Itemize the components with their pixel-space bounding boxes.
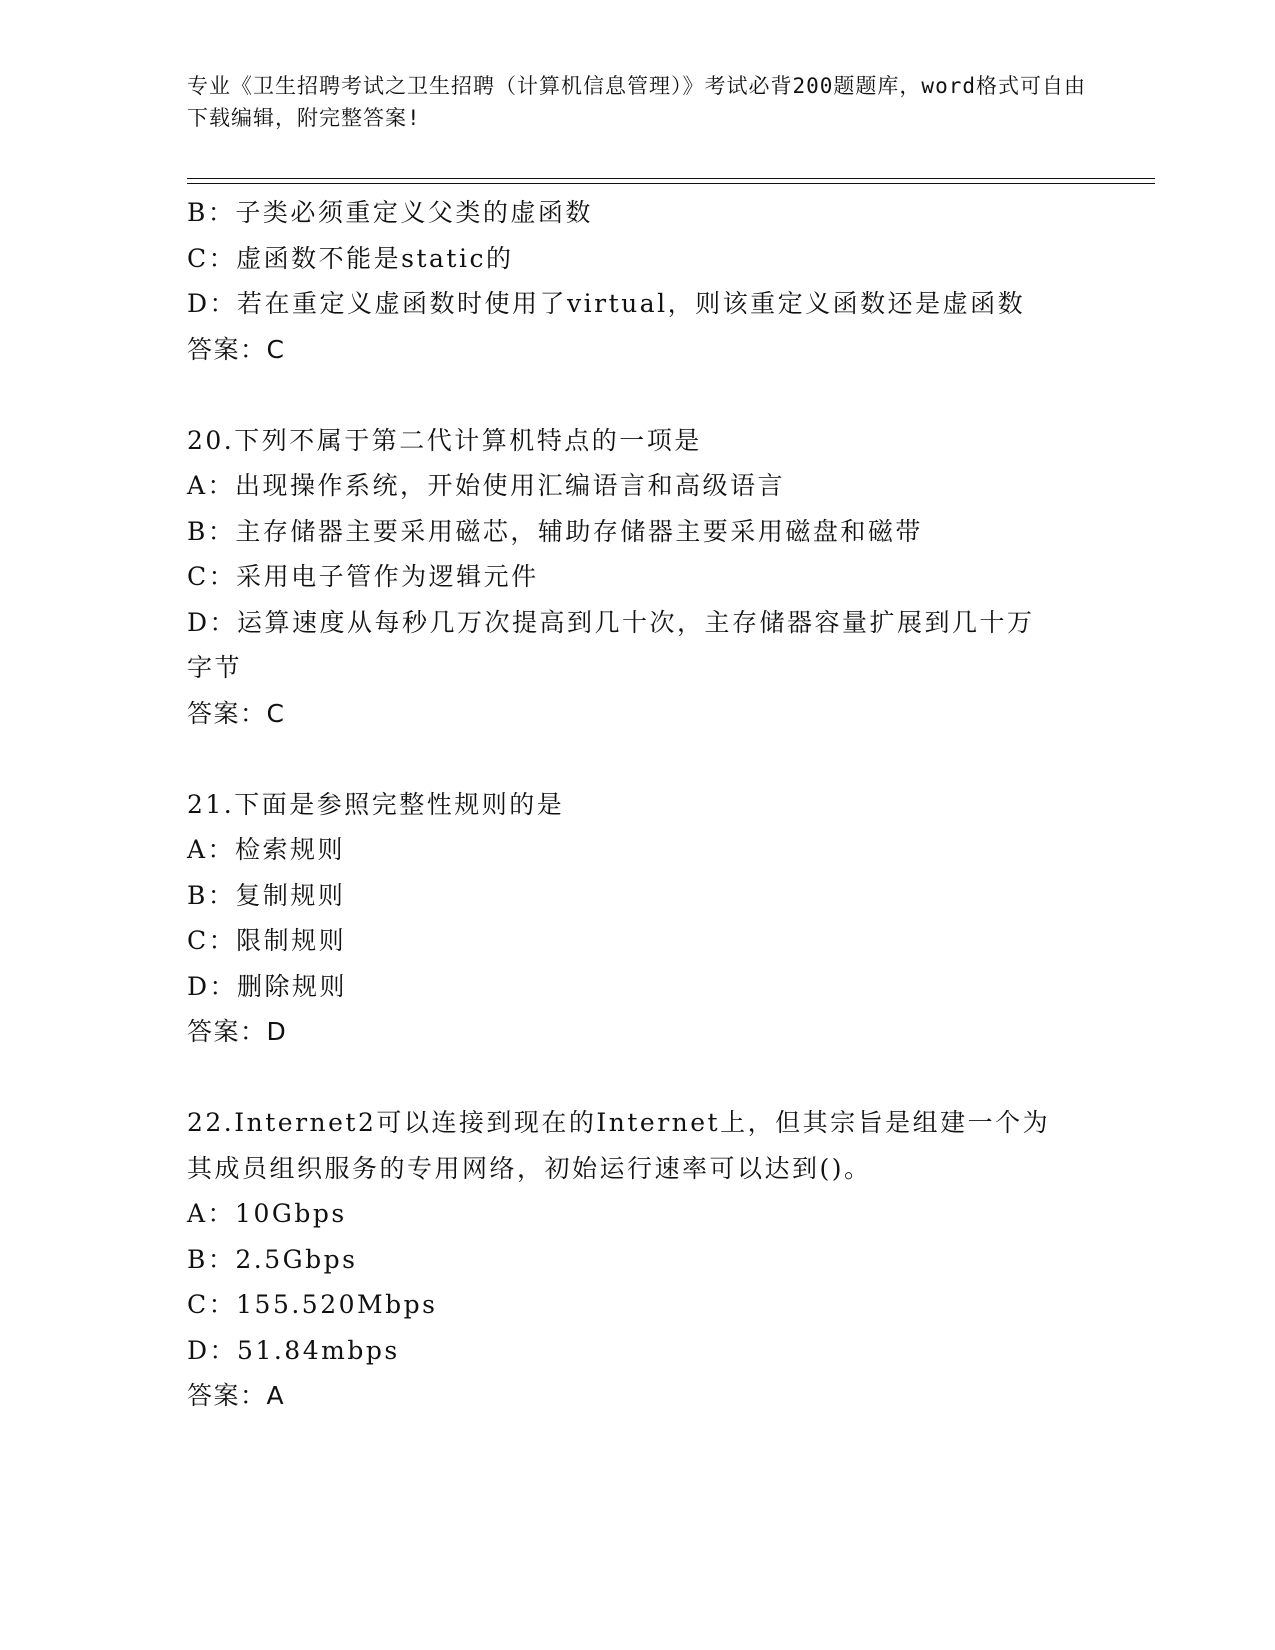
answer-line: 答案：C <box>187 334 286 364</box>
answer-line: 答案：A <box>187 1381 286 1410</box>
option-a: A：检索规则 <box>187 835 346 864</box>
question-20 <box>187 418 1087 737</box>
option-c: C：155.520Mbps <box>187 1290 438 1319</box>
question-22 <box>187 1100 1087 1419</box>
document-header: 专业《卫生招聘考试之卫生招聘（计算机信息管理）》考试必背200题题库，word格式可自由下载编辑，附完整答案! <box>187 74 1086 130</box>
question-21 <box>187 782 1087 1055</box>
option-c: C：限制规则 <box>187 926 347 955</box>
option-a: A：10Gbps <box>187 1199 347 1228</box>
option-d: D：若在重定义虚函数时使用了virtual，则该重定义函数还是虚函数 <box>187 289 1026 318</box>
answer-line: 答案：C <box>187 698 286 728</box>
partial-question <box>187 190 1087 372</box>
option-d: D：51.84mbps <box>187 1335 400 1365</box>
question-spacer <box>187 372 1087 418</box>
option-d: D：删除规则 <box>187 971 348 1001</box>
option-d: D：运算速度从每秒几万次提高到几十次，主存储器容量扩展到几十万字节 <box>187 607 1035 682</box>
header-double-rule <box>187 178 1155 184</box>
option-a: A：出现操作系统，开始使用汇编语言和高级语言 <box>187 471 786 500</box>
option-b: B：子类必须重定义父类的虚函数 <box>187 198 593 227</box>
question-stem: 22.Internet2可以连接到现在的Internet上，但其宗旨是组建一个为其成员组织服务的专用网络，初始运行速率可以达到()。 <box>187 1108 1051 1183</box>
question-stem: 21.下面是参照完整性规则的是 <box>187 789 565 819</box>
question-spacer <box>187 1055 1087 1101</box>
option-b: B：主存储器主要采用磁芯，辅助存储器主要采用磁盘和磁带 <box>187 516 923 546</box>
option-c: C：采用电子管作为逻辑元件 <box>187 562 539 591</box>
question-stem: 20.下列不属于第二代计算机特点的一项是 <box>187 425 702 455</box>
question-spacer <box>187 736 1087 782</box>
answer-line: 答案：D <box>187 1017 288 1046</box>
option-b: B：2.5Gbps <box>187 1244 358 1274</box>
option-b: B：复制规则 <box>187 880 346 910</box>
question-list <box>187 190 1087 1419</box>
option-c: C：虚函数不能是static的 <box>187 243 514 273</box>
